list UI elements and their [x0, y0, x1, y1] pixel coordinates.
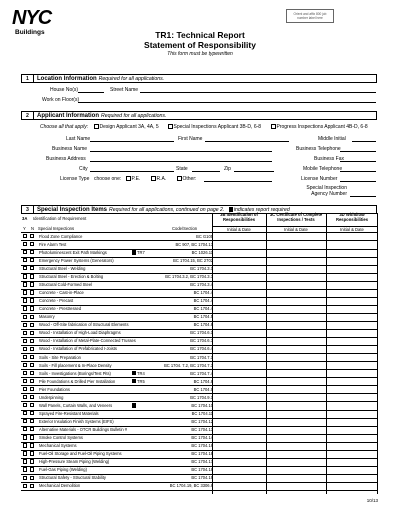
inspection-name: Photoluminescent Exit Path Markings [39, 249, 107, 255]
inspection-name: Exterior Insulation Finish Systems (EIFS) [39, 418, 114, 424]
yes-checkbox[interactable] [23, 451, 27, 455]
agency-number-field[interactable] [350, 196, 376, 197]
yes-checkbox[interactable] [23, 379, 27, 383]
license-other-field[interactable] [204, 181, 272, 182]
code-section: BC 907, BC 1704.13 [175, 241, 213, 247]
inspection-name: Masonry [39, 314, 55, 320]
license-type-label: License Type [60, 176, 90, 182]
no-checkbox[interactable] [30, 484, 34, 488]
yes-checkbox[interactable] [23, 331, 27, 335]
report-required-legend: indicates report required [233, 207, 290, 213]
choose-all-label: Choose all that apply: [40, 124, 89, 130]
state-field[interactable] [192, 171, 220, 172]
table-row [21, 450, 377, 457]
yes-checkbox[interactable] [23, 459, 27, 463]
inspection-name: Wood - Installation of Prefabricated I-Joists [39, 346, 117, 352]
code-section: BC 1704.16 [191, 443, 213, 449]
yes-checkbox[interactable] [23, 403, 27, 407]
table-row [21, 241, 377, 248]
agency-number-label-2: Agency Number [311, 191, 347, 197]
report-required-marker [132, 379, 136, 384]
table-row [21, 402, 377, 409]
no-checkbox[interactable] [30, 427, 34, 431]
inspection-name: Soils - Site Preparation [39, 354, 81, 360]
no-checkbox[interactable] [30, 347, 34, 351]
section-number: 1 [22, 75, 34, 83]
state-label: State [176, 166, 188, 172]
no-checkbox[interactable] [30, 443, 34, 447]
report-reference: TR5 [137, 378, 145, 384]
yes-checkbox[interactable] [23, 443, 27, 447]
form-title: TR1: Technical Report [155, 30, 245, 40]
inspection-name: Structural Safety - Structural Stability [39, 475, 106, 481]
no-checkbox[interactable] [30, 403, 34, 407]
table-row [21, 466, 377, 473]
yes-checkbox[interactable] [23, 363, 27, 367]
inspection-name: Structural Steel - Welding [39, 265, 86, 271]
col-3c-initial-date: Initial & Date [284, 227, 308, 232]
table-row [21, 386, 377, 393]
yes-checkbox[interactable] [23, 371, 27, 375]
col-3a-num: 3A [22, 216, 28, 221]
no-checkbox[interactable] [30, 395, 34, 399]
report-required-marker [132, 371, 136, 376]
street-name-label: Street Name [110, 87, 139, 93]
table-row [21, 322, 377, 329]
no-checkbox[interactable] [30, 411, 34, 415]
business-name-label: Business Name [52, 146, 88, 152]
no-checkbox[interactable] [30, 476, 34, 480]
section-required-note: Required for all applications. [98, 76, 165, 82]
code-section: BC 1704.6.4 [190, 346, 213, 352]
code-section: BC 1704.9.1 [190, 394, 213, 400]
no-checkbox[interactable] [30, 306, 34, 310]
yes-checkbox[interactable] [23, 347, 27, 351]
grid-line [21, 490, 377, 491]
section-number: 2 [22, 112, 34, 120]
logo-text: NYC [12, 7, 52, 29]
design-applicant-checkbox[interactable] [94, 124, 99, 129]
col-3b-initial-date: Initial & Date [227, 227, 251, 232]
col-3b-header: 3B Identification of Responsibilities [220, 212, 258, 222]
yes-checkbox[interactable] [23, 258, 27, 262]
table-row [21, 394, 377, 401]
table-row [21, 354, 377, 361]
form-title-line2: Statement of Responsibility [144, 40, 256, 50]
section-required-note: Required for all applications. [101, 113, 167, 119]
last-name-label: Last Name [66, 136, 91, 142]
col-3a-label: Identification of Requirement [33, 216, 87, 221]
form-subtitle: This form must be typewritten [167, 51, 233, 57]
yes-checkbox[interactable] [23, 323, 27, 327]
table-row [21, 338, 377, 345]
code-section: BC 1704.11 [191, 410, 213, 416]
code-section: BC 1704.9 [193, 386, 213, 392]
license-pe-option[interactable]: P.E. [126, 176, 140, 182]
street-name-field[interactable] [140, 92, 376, 93]
report-required-marker [132, 403, 136, 408]
code-section: BC 1026.11 [191, 249, 213, 255]
table-row [21, 362, 377, 369]
code-section: BC 1704.6 [193, 322, 213, 328]
house-number-label: House No(s) [50, 87, 79, 93]
no-checkbox[interactable] [30, 379, 34, 383]
code-section: BC G105 [196, 233, 213, 239]
yes-checkbox[interactable] [23, 355, 27, 359]
inspection-name: Alternative Materials - OTCR Buildings Bulletin # [39, 426, 128, 432]
inspection-name: Wall Panels, Curtain Walls, and Veneers [39, 402, 113, 408]
no-checkbox[interactable] [30, 282, 34, 286]
yes-checkbox[interactable] [23, 411, 27, 415]
code-section: BC 1704.4 [193, 306, 213, 312]
report-required-marker [132, 250, 136, 255]
work-floor-field[interactable] [78, 102, 376, 103]
city-field[interactable] [90, 171, 174, 172]
yes-checkbox[interactable] [23, 250, 27, 254]
yes-checkbox[interactable] [23, 395, 27, 399]
city-label: City [79, 166, 88, 172]
code-section: BC 1704.4 [193, 298, 213, 304]
business-telephone-label: Business Telephone [296, 146, 341, 152]
logo-subtext: Buildings [15, 29, 45, 36]
table-row [21, 265, 377, 272]
code-section: BC 1704.6.1 [190, 330, 213, 336]
table-row [21, 273, 377, 280]
zip-label: Zip [224, 166, 231, 172]
table-row [21, 249, 377, 256]
table-row [21, 370, 377, 377]
col-3d-header: 3D Withdraw Responsibilities [335, 212, 369, 222]
inspection-name: Fuel-Gas Piping (Welding) [39, 467, 87, 473]
table-row [21, 257, 377, 264]
report-reference: TR4 [137, 370, 145, 376]
no-checkbox[interactable] [30, 274, 34, 278]
license-number-field[interactable] [340, 181, 376, 182]
inspection-name: Flood Zone Compliance [39, 233, 83, 239]
table-row [21, 458, 377, 465]
yes-checkbox[interactable] [23, 427, 27, 431]
code-section: BC 1704.7.4 [190, 370, 213, 376]
grid-line [212, 226, 377, 227]
yes-checkbox[interactable] [23, 298, 27, 302]
code-section: BC 1704.15, BC 2702 [173, 257, 213, 263]
no-checkbox[interactable] [30, 451, 34, 455]
no-checkbox[interactable] [30, 315, 34, 319]
no-checkbox[interactable] [30, 387, 34, 391]
code-section: BC 1704. 7.2, BC 1704.7.3 [164, 362, 213, 368]
yes-checkbox[interactable] [23, 274, 27, 278]
business-address-field[interactable] [90, 161, 272, 162]
inspection-name: Emergency Power Systems (Generators) [39, 257, 114, 263]
no-column-label: N [31, 226, 35, 231]
no-checkbox[interactable] [30, 250, 34, 254]
code-section: BC 1704.3.2, BC 1704.3.3 [165, 274, 213, 280]
code-section: BC 1704.19 [191, 475, 213, 481]
no-checkbox[interactable] [30, 459, 34, 463]
license-ra-checkbox[interactable] [151, 176, 156, 181]
no-checkbox[interactable] [30, 339, 34, 343]
zip-field[interactable] [234, 171, 274, 172]
code-section: BC 1704.18 [191, 467, 213, 473]
code-section: BC 1704.3.4 [190, 282, 213, 288]
section-title: Applicant Information [37, 113, 99, 119]
yes-checkbox[interactable] [23, 419, 27, 423]
choose-one-label: choose one: [94, 176, 122, 182]
code-section: BC 1704.18 [191, 451, 213, 457]
table-row [21, 346, 377, 353]
inspection-name: Concrete - Prestressed [39, 306, 82, 312]
code-section: BC 1704.19, BC 3306.6 [169, 483, 213, 489]
license-ra-option[interactable]: R.A. [151, 176, 166, 182]
inspection-name: Soils - Fill placement & In-Place Density [39, 362, 112, 368]
house-number-field[interactable] [78, 92, 104, 93]
design-applicant-option[interactable]: Design Applicant 3A, 4A, 5 [94, 124, 159, 130]
inspection-name: Fire Alarm Test [39, 241, 67, 247]
yes-column-label: Y [23, 226, 26, 231]
inspection-name: Pier Foundations [39, 386, 70, 392]
inspection-name: Smoke Control Systems [39, 435, 83, 441]
yes-checkbox[interactable] [23, 234, 27, 238]
code-section: BC 1704.12 [191, 418, 213, 424]
table-row [21, 426, 377, 433]
business-fax-label: Business Fax [314, 156, 345, 162]
table-row [21, 442, 377, 449]
table-row [21, 330, 377, 337]
license-other-option[interactable]: Other: [177, 176, 196, 182]
special-inspections-option[interactable]: Special Inspections Applicant 3B-D, 6-8 [168, 124, 261, 130]
table-row [21, 297, 377, 304]
inspection-name: High-Pressure Steam Piping (Welding) [39, 459, 110, 465]
business-telephone-field[interactable] [340, 151, 376, 152]
code-section: BC 1704.8 [193, 378, 213, 384]
yes-checkbox[interactable] [23, 282, 27, 286]
inspection-name: Pile Foundations & Drilled Pier Installation [39, 378, 116, 384]
section-title: Special Inspection Items [37, 207, 108, 213]
table-row [21, 475, 377, 482]
inspection-name: Sprayed Fire-Resistant Materials [39, 410, 99, 416]
inspection-name: Wood - Off-Site fabrication of Structural Elements [39, 322, 129, 328]
table-row [21, 281, 377, 288]
last-name-field[interactable] [90, 141, 174, 142]
no-checkbox[interactable] [30, 435, 34, 439]
special-inspections-column-label: Special Inspections [38, 226, 75, 231]
no-checkbox[interactable] [30, 258, 34, 262]
yes-checkbox[interactable] [23, 339, 27, 343]
code-section: BC 1704.17 [191, 459, 213, 465]
code-section-column-label: Code/Section [172, 226, 198, 231]
inspection-name: Fuel-Oil Storage and Fuel-Oil Piping Systems [39, 451, 122, 457]
inspection-name: Mechanical Systems [39, 443, 77, 449]
middle-initial-field[interactable] [352, 141, 376, 142]
section-number: 3 [22, 206, 34, 214]
mobile-telephone-field[interactable] [340, 171, 376, 172]
code-section: BC 1704.6.3 [190, 338, 213, 344]
code-section: BC 1704.13 [191, 426, 213, 432]
inspection-name: Structural Cold-Formed Steel [39, 282, 93, 288]
no-checkbox[interactable] [30, 266, 34, 270]
inspection-name: Wood - Installation of High-Load Diaphragms [39, 330, 121, 336]
inspection-name: Structural Steel - Erection & Bolting [39, 274, 104, 280]
business-address-label: Business Address [46, 156, 86, 162]
form-version: 10/13 [366, 498, 378, 503]
table-row [21, 305, 377, 312]
code-section: BC 1704.3.1 [190, 265, 213, 271]
job-label-box: Orient and affix 800 job number label here [286, 9, 334, 23]
yes-checkbox[interactable] [23, 315, 27, 319]
code-section: BC 1704.5 [193, 314, 213, 320]
table-row [21, 233, 377, 240]
table-row [21, 418, 377, 425]
progress-inspections-option[interactable]: Progress Inspections Applicant 4B-D, 6-8 [271, 124, 368, 130]
license-pe-checkbox[interactable] [126, 176, 131, 181]
yes-checkbox[interactable] [23, 484, 27, 488]
no-checkbox[interactable] [30, 419, 34, 423]
section-required-note: Required for all applications, continued on page 2. [109, 207, 225, 213]
license-number-label: License Number [301, 176, 338, 182]
col-3c-header: 3C Certificate of Complete Inspections / Tests [269, 212, 323, 222]
yes-checkbox[interactable] [23, 242, 27, 246]
no-checkbox[interactable] [30, 298, 34, 302]
section-2-bar [21, 111, 377, 120]
grid-line [377, 213, 378, 494]
license-other-checkbox[interactable] [177, 176, 182, 181]
yes-checkbox[interactable] [23, 387, 27, 391]
mobile-telephone-label: Mobile Telephone [303, 166, 343, 172]
yes-checkbox[interactable] [23, 306, 27, 310]
special-inspections-checkbox[interactable] [168, 124, 173, 129]
table-row [21, 289, 377, 296]
middle-initial-label: Middle Initial [318, 136, 346, 142]
progress-inspections-checkbox[interactable] [271, 124, 276, 129]
inspection-name: Concrete - Cast-in-Place [39, 290, 84, 296]
no-checkbox[interactable] [30, 355, 34, 359]
yes-checkbox[interactable] [23, 476, 27, 480]
yes-checkbox[interactable] [23, 266, 27, 270]
code-section: BC 1704.7.1 [190, 354, 213, 360]
first-name-label: First Name [178, 136, 203, 142]
no-checkbox[interactable] [30, 323, 34, 327]
section-title: Location Information [37, 76, 97, 82]
yes-checkbox[interactable] [23, 467, 27, 471]
table-row [21, 378, 377, 385]
section-1-bar [21, 74, 377, 83]
code-section: BC 1704.4 [193, 290, 213, 296]
yes-checkbox[interactable] [23, 290, 27, 294]
col-3d-initial-date: Initial & Date [340, 227, 364, 232]
table-row [21, 434, 377, 441]
inspection-name: Wood - Installation of Metal-Plate-Connected Trusses [39, 338, 136, 344]
inspection-name: Soils - Investigations (Borings/Test Pits) [39, 370, 111, 376]
code-section: BC 1704.10 [191, 402, 213, 408]
work-floor-label: Work on Floor(s) [42, 97, 80, 103]
no-checkbox[interactable] [30, 290, 34, 294]
table-row [21, 314, 377, 321]
inspection-name: Underpinning [39, 394, 64, 400]
no-checkbox[interactable] [30, 363, 34, 367]
yes-checkbox[interactable] [23, 435, 27, 439]
inspection-name: Concrete - Precast [39, 298, 74, 304]
table-row [21, 410, 377, 417]
report-reference: TR7 [137, 249, 145, 255]
inspection-name: Mechanical Demolition [39, 483, 81, 489]
no-checkbox[interactable] [30, 234, 34, 238]
first-name-field[interactable] [205, 141, 289, 142]
agency-number-label-1: Special Inspection [306, 185, 347, 191]
no-checkbox[interactable] [30, 467, 34, 471]
code-section: BC 1704.14 [191, 435, 213, 441]
business-fax-field[interactable] [340, 161, 376, 162]
no-checkbox[interactable] [30, 331, 34, 335]
table-row [21, 483, 377, 490]
no-checkbox[interactable] [30, 242, 34, 246]
business-name-field[interactable] [90, 151, 272, 152]
no-checkbox[interactable] [30, 371, 34, 375]
